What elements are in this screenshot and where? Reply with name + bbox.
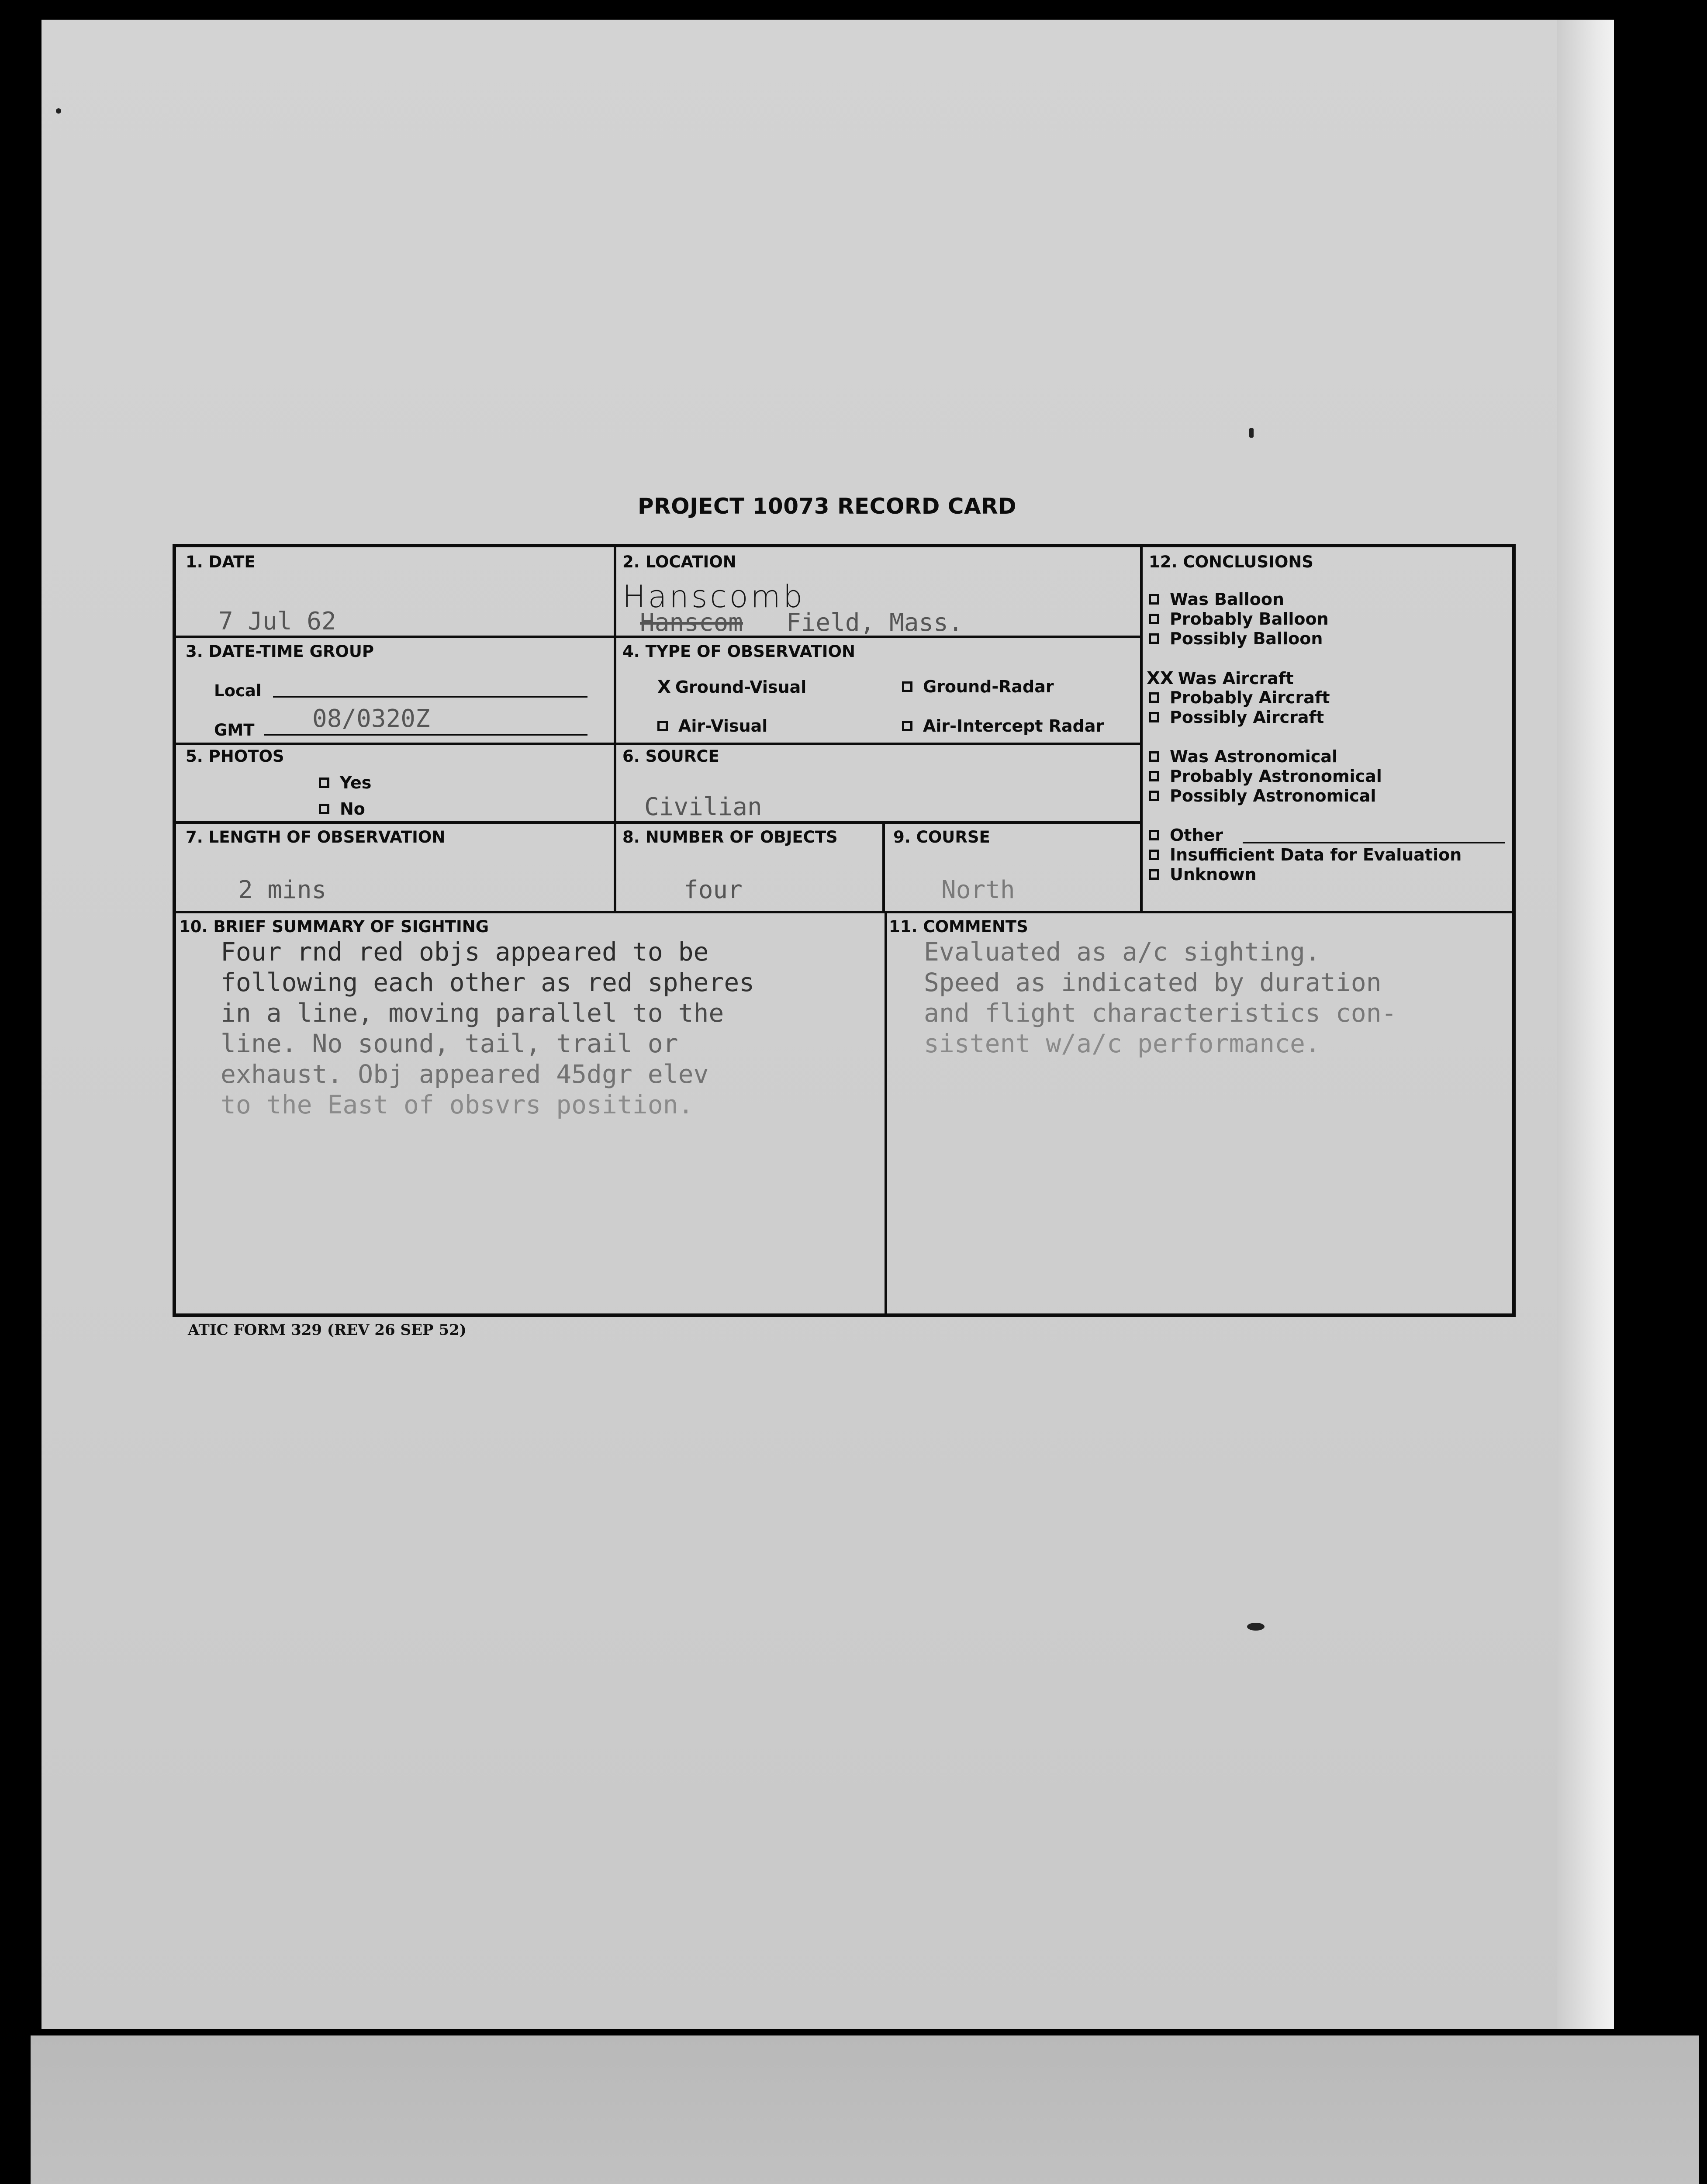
checkbox[interactable]	[902, 721, 912, 731]
conclusion-label: Was Balloon	[1170, 590, 1284, 609]
frame-left	[173, 544, 176, 1317]
location-struck: Hanscom	[640, 608, 743, 637]
summary-line: to the East of obsvrs position.	[221, 1090, 694, 1120]
summary-line: Four rnd red objs appeared to be	[221, 937, 709, 967]
comments-line: and flight characteristics con-	[924, 998, 1397, 1028]
summary-line: line. No sound, tail, trail or	[221, 1029, 678, 1058]
conclusion-label: Insufficient Data for Evaluation	[1170, 845, 1462, 864]
option-air-intercept-radar[interactable]	[902, 716, 1104, 736]
conclusion-was-aircraft[interactable]	[1147, 668, 1294, 688]
comments-label: 11. COMMENTS	[889, 917, 1028, 936]
checkbox[interactable]	[1149, 692, 1159, 703]
option-air-intercept-radar-label: Air-Intercept Radar	[923, 716, 1104, 736]
summary-line: following each other as red spheres	[221, 968, 755, 997]
checkbox[interactable]	[1149, 751, 1159, 762]
location-handwritten: Hanscomb	[622, 579, 805, 615]
summary-line: exhaust. Obj appeared 45dgr elev	[221, 1059, 709, 1089]
speck	[1247, 1623, 1265, 1631]
dtg-gmt-line	[264, 734, 587, 736]
checkbox[interactable]	[1149, 869, 1159, 880]
conclusion-possibly-balloon[interactable]	[1149, 629, 1323, 648]
photos-label: 5. PHOTOS	[186, 747, 284, 766]
location-label: 2. LOCATION	[622, 553, 736, 571]
backing-sheet	[31, 2035, 1699, 2184]
rule-col2	[1140, 544, 1143, 911]
checkbox[interactable]	[657, 721, 668, 731]
checkbox-marked[interactable]	[319, 804, 329, 814]
conclusion-label: Probably Balloon	[1170, 609, 1329, 629]
conclusions-label: 12. CONCLUSIONS	[1149, 553, 1313, 571]
comments-line: Evaluated as a/c sighting.	[924, 937, 1320, 967]
summary-line: in a line, moving parallel to the	[221, 998, 724, 1028]
location-typed: Field, Mass.	[786, 608, 963, 637]
rule-col-comments	[885, 911, 887, 1315]
option-ground-radar[interactable]	[902, 677, 1054, 696]
dtg-gmt-value: 08/0320Z	[312, 705, 430, 733]
conclusion-label: Possibly Balloon	[1170, 629, 1323, 648]
checkbox-marked[interactable]: X	[657, 677, 671, 697]
date-label: 1. DATE	[186, 553, 256, 571]
conclusion-label: Possibly Astronomical	[1170, 786, 1376, 805]
comments-line: Speed as indicated by duration	[924, 968, 1382, 997]
option-ground-radar-label: Ground-Radar	[923, 677, 1054, 696]
date-value: 7 Jul 62	[218, 607, 336, 636]
comments-line: sistent w/a/c performance.	[924, 1029, 1320, 1058]
objects-label: 8. NUMBER OF OBJECTS	[622, 828, 838, 847]
conclusion-unknown[interactable]	[1149, 865, 1257, 884]
other-line	[1243, 842, 1505, 843]
course-label: 9. COURSE	[893, 828, 990, 847]
checkbox[interactable]	[1149, 850, 1159, 860]
checkbox[interactable]	[1149, 712, 1159, 722]
dtg-label: 3. DATE-TIME GROUP	[186, 642, 374, 661]
checkbox[interactable]	[1149, 771, 1159, 781]
frame-right	[1512, 544, 1516, 1317]
conclusion-other[interactable]	[1149, 826, 1223, 845]
source-value: Civilian	[644, 793, 762, 821]
record-card-form	[173, 544, 1516, 1317]
frame-bottom	[173, 1313, 1516, 1317]
photos-yes-label: Yes	[340, 773, 372, 792]
sheet-edge-highlight	[1557, 20, 1614, 2029]
dtg-local-line	[273, 696, 587, 698]
checkbox[interactable]	[1149, 614, 1159, 624]
speck	[56, 108, 61, 114]
rule-col-course	[882, 821, 885, 911]
rule-row4	[173, 911, 1516, 913]
option-air-visual-label: Air-Visual	[678, 716, 768, 736]
conclusion-label: Probably Astronomical	[1170, 767, 1382, 786]
photos-no-label: No	[340, 799, 365, 819]
conclusion-insufficient-data[interactable]	[1149, 845, 1462, 864]
rule-col1	[614, 544, 616, 911]
speck	[1249, 428, 1254, 438]
conclusion-probably-astronomical[interactable]	[1149, 767, 1382, 786]
option-air-visual[interactable]	[657, 716, 767, 736]
conclusion-label: Other	[1170, 826, 1223, 845]
length-label: 7. LENGTH OF OBSERVATION	[186, 828, 446, 847]
source-label: 6. SOURCE	[622, 747, 719, 766]
conclusion-label: Probably Aircraft	[1170, 688, 1330, 707]
conclusion-label: Unknown	[1170, 865, 1257, 884]
photos-no[interactable]	[319, 799, 365, 819]
objects-value: four	[684, 876, 743, 904]
card-title: PROJECT 10073 RECORD CARD	[638, 494, 1017, 519]
conclusion-label: Was Astronomical	[1170, 747, 1338, 766]
rule-row2	[173, 743, 1140, 745]
rule-row3	[173, 821, 1140, 824]
checkbox[interactable]	[1149, 594, 1159, 605]
checkbox[interactable]	[319, 778, 329, 788]
option-ground-visual[interactable]	[657, 677, 806, 697]
option-ground-visual-label: Ground-Visual	[675, 677, 807, 697]
dtg-local-label: Local	[214, 681, 262, 700]
conclusion-label: Possibly Aircraft	[1170, 708, 1324, 727]
checkbox[interactable]	[902, 681, 912, 692]
checkbox-marked[interactable]: XX	[1147, 668, 1174, 688]
conclusion-possibly-astronomical[interactable]	[1149, 786, 1376, 805]
frame-top	[173, 544, 1516, 547]
conclusion-label: Was Aircraft	[1178, 669, 1294, 688]
checkbox[interactable]	[1149, 791, 1159, 801]
form-id: ATIC FORM 329 (REV 26 SEP 52)	[188, 1321, 466, 1339]
conclusion-probably-aircraft[interactable]	[1149, 688, 1330, 707]
observation-type-label: 4. TYPE OF OBSERVATION	[622, 642, 855, 661]
dtg-gmt-label: GMT	[214, 721, 255, 740]
conclusion-was-astronomical[interactable]	[1149, 747, 1337, 766]
checkbox[interactable]	[1149, 830, 1159, 840]
length-value: 2 mins	[238, 876, 327, 904]
photos-yes[interactable]	[319, 773, 371, 792]
conclusion-possibly-aircraft[interactable]	[1149, 708, 1324, 727]
course-value: North	[941, 876, 1015, 904]
conclusion-probably-balloon[interactable]	[1149, 609, 1329, 629]
conclusion-was-balloon[interactable]	[1149, 590, 1284, 609]
summary-label: 10. BRIEF SUMMARY OF SIGHTING	[179, 917, 489, 936]
checkbox[interactable]	[1149, 633, 1159, 644]
